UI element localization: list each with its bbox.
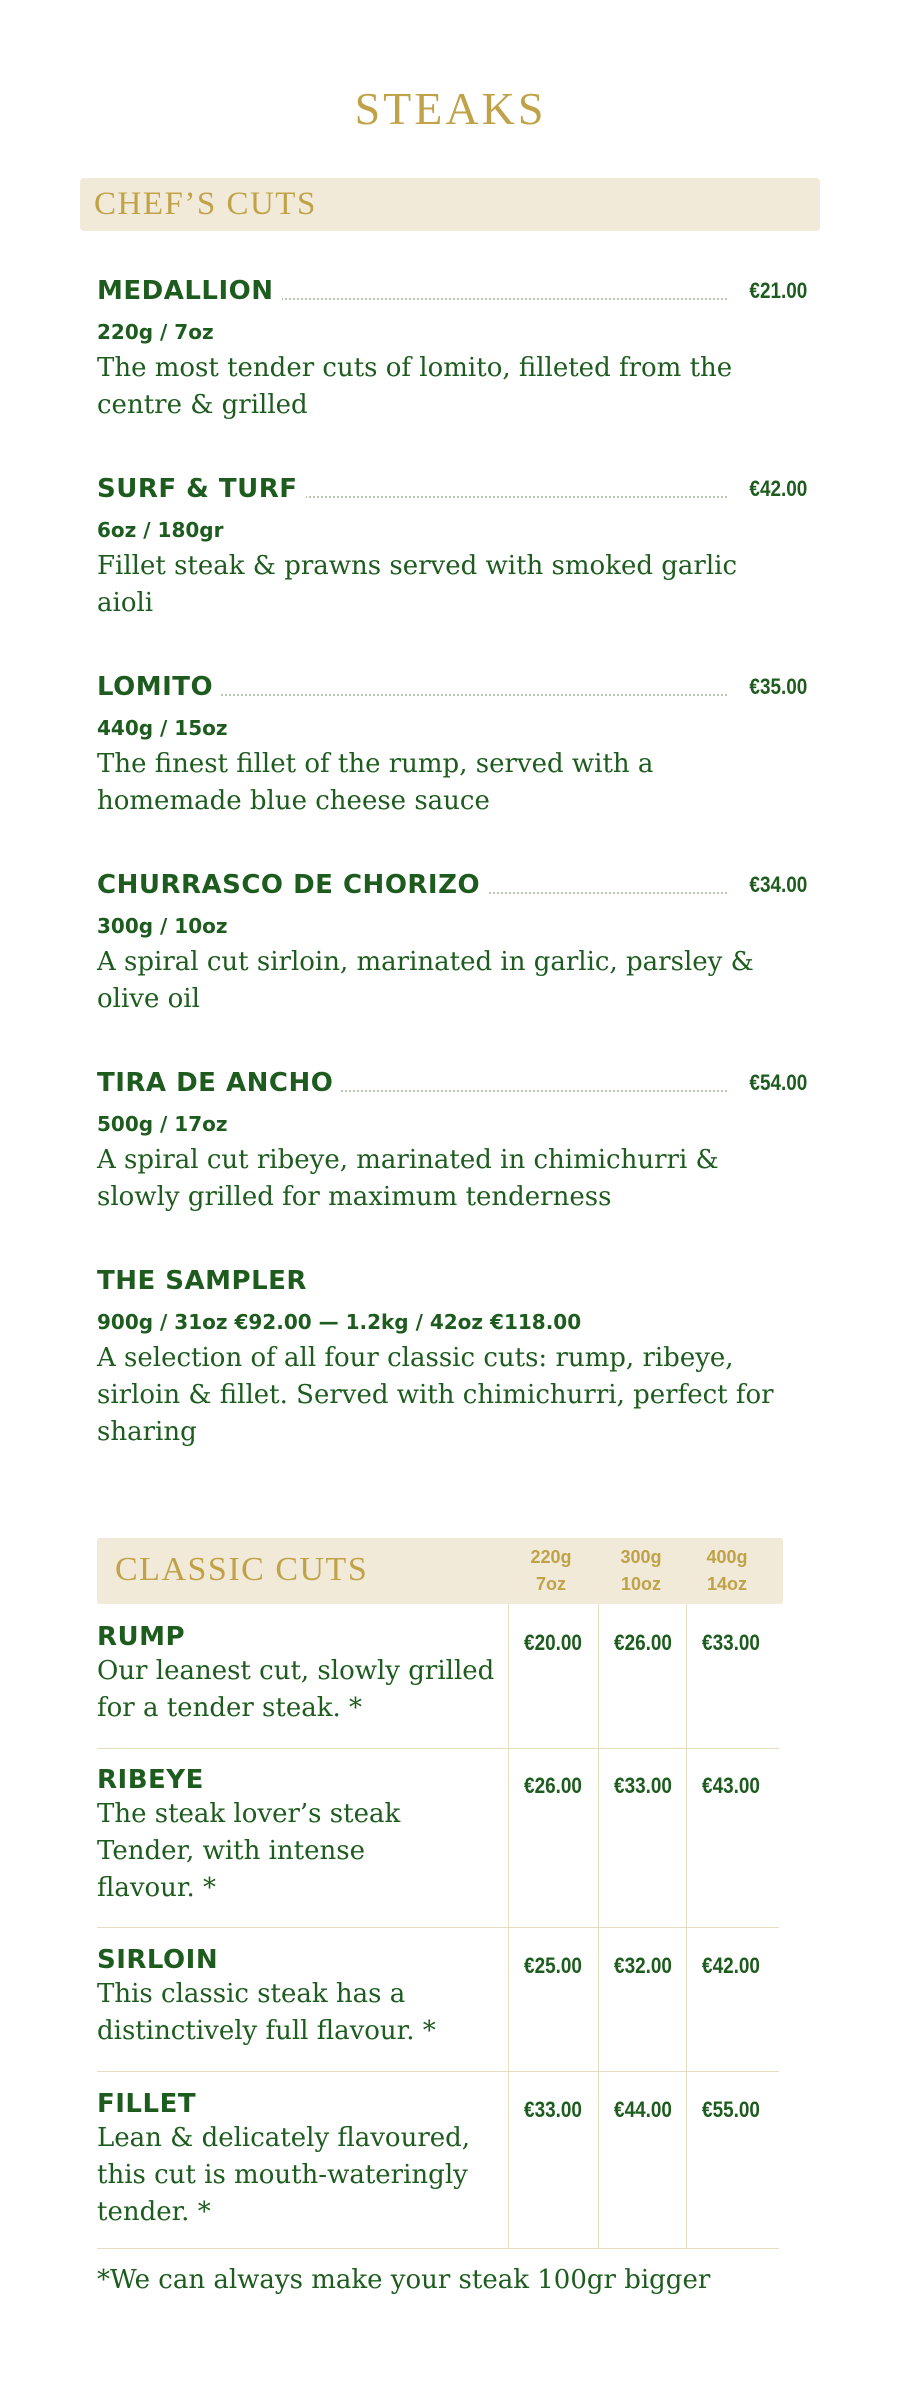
- cut-name: RUMP: [97, 1622, 186, 1652]
- size-grams: 220g: [530, 1547, 572, 1567]
- size-column-400g: [683, 1544, 771, 1598]
- menu-item-the-sampler: [97, 1266, 807, 1451]
- cut-name: RIBEYE: [97, 1765, 204, 1795]
- item-weight: 500g / 17oz: [97, 1112, 228, 1136]
- item-name: TIRA DE ANCHO: [97, 1068, 341, 1098]
- cut-price: €26.00: [524, 1773, 582, 1798]
- cut-description: Lean & delicately flavoured, this cut is mouth-wateringly tender. *: [97, 2123, 471, 2227]
- size-grams: 300g: [620, 1547, 662, 1567]
- item-price: €35.00: [749, 674, 807, 699]
- cut-price: €26.00: [614, 1630, 672, 1655]
- item-description: The finest fillet of the rump, served with a homemade blue cheese sauce: [97, 749, 654, 816]
- menu-item-medallion: [97, 276, 807, 424]
- cut-price: €44.00: [614, 2097, 672, 2122]
- menu-item-surf-and-turf: [97, 474, 807, 622]
- item-weight: 220g / 7oz: [97, 320, 214, 344]
- classic-cuts-header: [97, 1538, 783, 1604]
- cut-description: This classic steak has a distinctively full flavour. *: [97, 1979, 436, 2046]
- item-weight: 6oz / 180gr: [97, 518, 224, 542]
- item-weight: 440g / 15oz: [97, 716, 228, 740]
- classic-cut-ribeye: [97, 1764, 497, 1907]
- item-description: A spiral cut ribeye, marinated in chimichurri & slowly grilled for maximum tenderness: [97, 1145, 719, 1212]
- table-row-divider: [97, 1748, 779, 1749]
- chefs-cuts-heading: CHEF’S CUTS: [94, 186, 317, 222]
- size-column-220g: [507, 1544, 595, 1598]
- cut-price: €25.00: [524, 1953, 582, 1978]
- size-column-300g: [597, 1544, 685, 1598]
- page-title: STEAKS: [354, 83, 547, 134]
- item-weight: 900g / 31oz €92.00 — 1.2kg / 42oz €118.00: [97, 1310, 582, 1334]
- item-price: €54.00: [749, 1070, 807, 1095]
- menu-item-churrasco-de-chorizo: [97, 870, 807, 1018]
- cut-price: €42.00: [702, 1953, 760, 1978]
- table-row-divider: [97, 2248, 779, 2249]
- item-price: €42.00: [749, 476, 807, 501]
- cut-price: €33.00: [702, 1630, 760, 1655]
- classic-cut-rump: [97, 1621, 497, 1727]
- footnote: *We can always make your steak 100gr bigger: [97, 2265, 711, 2295]
- item-description: A selection of all four classic cuts: rump, ribeye, sirloin & fillet. Served with chimichurri, perfect for sharing: [97, 1343, 774, 1447]
- cut-price: €33.00: [614, 1773, 672, 1798]
- item-description: The most tender cuts of lomito, filleted from the centre & grilled: [97, 353, 733, 420]
- size-ounces: 7oz: [535, 1574, 566, 1594]
- cut-description: Our leanest cut, slowly grilled for a tender steak. *: [97, 1656, 495, 1723]
- item-name: MEDALLION: [97, 276, 282, 306]
- item-name: THE SAMPLER: [97, 1266, 315, 1296]
- menu-item-tira-de-ancho: [97, 1068, 807, 1216]
- cut-price: €32.00: [614, 1953, 672, 1978]
- item-price: €21.00: [749, 278, 807, 303]
- classic-cuts-heading: CLASSIC CUTS: [115, 1551, 369, 1588]
- cut-price: €55.00: [702, 2097, 760, 2122]
- item-name: SURF & TURF: [97, 474, 306, 504]
- size-ounces: 14oz: [706, 1574, 748, 1594]
- table-column-divider: [686, 1604, 687, 2248]
- cut-name: FILLET: [97, 2089, 197, 2119]
- size-ounces: 10oz: [620, 1574, 662, 1594]
- table-row-divider: [97, 2071, 779, 2072]
- table-column-divider: [598, 1604, 599, 2248]
- cut-price: €33.00: [524, 2097, 582, 2122]
- item-price: €34.00: [749, 872, 807, 897]
- classic-cut-sirloin: [97, 1944, 497, 2050]
- cut-name: SIRLOIN: [97, 1945, 219, 1975]
- cut-price: €43.00: [702, 1773, 760, 1798]
- table-row-divider: [97, 1927, 779, 1928]
- item-description: A spiral cut sirloin, marinated in garlic, parsley & olive oil: [97, 947, 754, 1014]
- size-grams: 400g: [706, 1547, 748, 1567]
- cut-description: The steak lover’s steak Tender, with intense flavour. *: [97, 1799, 401, 1903]
- item-description: Fillet steak & prawns served with smoked garlic aioli: [97, 551, 738, 618]
- table-column-divider: [508, 1604, 509, 2248]
- item-name: LOMITO: [97, 672, 221, 702]
- cut-price: €20.00: [524, 1630, 582, 1655]
- classic-cut-fillet: [97, 2088, 497, 2231]
- item-name: CHURRASCO DE CHORIZO: [97, 870, 488, 900]
- chefs-cuts-header: [80, 178, 820, 231]
- item-weight: 300g / 10oz: [97, 914, 228, 938]
- menu-item-lomito: [97, 672, 807, 820]
